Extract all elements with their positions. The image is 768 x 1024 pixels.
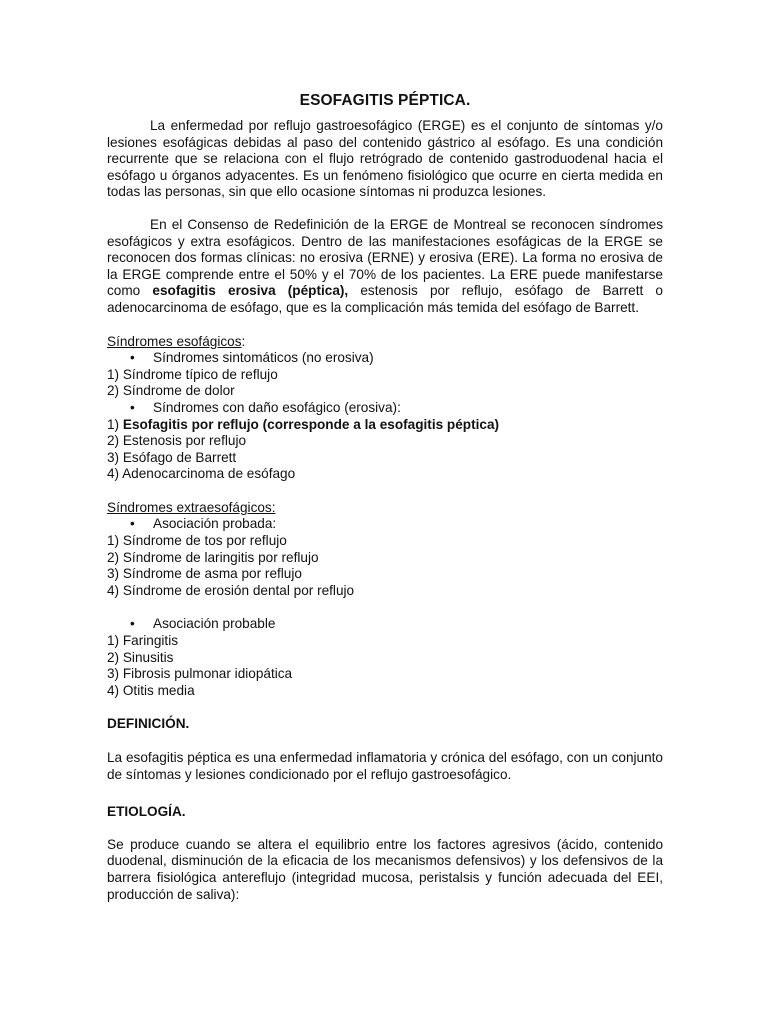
esofagicos-group1-label: • Síndromes sintomáticos (no erosiva): [130, 350, 374, 366]
list-item: 2) Síndrome de dolor: [107, 383, 235, 399]
esofagicos-section: [107, 334, 663, 483]
list-item: 4) Adenocarcinoma de esófago: [107, 466, 296, 482]
bullet-icon: •: [130, 350, 135, 366]
bullet-icon: •: [130, 516, 135, 532]
list-item: 1) Faringitis: [107, 633, 179, 649]
extraesofagicos-group1-label: • Asociación probada:: [130, 516, 277, 532]
list-item: 2) Estenosis por reflujo: [107, 433, 247, 449]
bullet-icon: •: [130, 399, 135, 415]
list-item: 3) Esófago de Barrett: [107, 449, 237, 465]
list-item: 1) Síndrome típico de reflujo: [107, 366, 278, 382]
list-item: 1) Esofagitis por reflujo (corresponde a la esofagitis péptica): [107, 416, 500, 432]
list-item: 1) Síndrome de tos por reflujo: [107, 533, 287, 549]
intro-paragraph: La enfermedad por reflujo gastroesofágico (ERGE) es el conjunto de síntomas y/o lesiones esofágicas debidas al paso del contenido gástrico al esófago. Es una condición recurrente que se relaciona con el flujo retrógrado de contenido gastroduodenal hacia el esófago u órganos adyacentes. Es un fenómeno fisiológico que ocurre en cierta medida en todas las personas, sin que ello ocasione síntomas ni produzca lesiones.: [107, 118, 663, 200]
list-item: 3) Fibrosis pulmonar idiopática: [107, 666, 293, 682]
list-item: 4) Otitis media: [107, 682, 195, 698]
extraesofagicos-heading: Síndromes extraesofágicos:: [107, 499, 276, 515]
consenso-text-bold: esofagitis erosiva (péptica),: [152, 283, 349, 299]
consenso-text-before: En el Consenso de Redefinición de la ERGE de Montreal se reconocen síndromes esofágicos y extra esofágicos. Dentro de las manifestaciones esofágicas de la ERGE se reconocen dos formas clínicas: no erosiva (ERNE) y erosiva (ERE). La forma no erosiva de la ERGE comprende entre el 50% y el 70% de los pacientes. La ERE puede manifestarse como: [107, 216, 663, 299]
etiologia-heading: ETIOLOGÍA.: [107, 804, 186, 820]
extraesofagicos-group2-label: • Asociación probable: [130, 616, 276, 632]
esofagicos-heading: Síndromes esofágicos:: [107, 333, 246, 349]
list-item: 3) Síndrome de asma por reflujo: [107, 566, 302, 582]
definicion-paragraph: La esofagitis péptica es una enfermedad inflamatoria y crónica del esófago, con un conjunto de síntomas y lesiones condicionado por el reflujo gastroesofágico.: [107, 750, 663, 782]
bullet-icon: •: [130, 616, 135, 632]
extraesofagicos-section: [107, 500, 663, 700]
esofagicos-group2-label: • Síndromes con daño esofágico (erosiva):: [130, 399, 401, 415]
consenso-text-after: estenosis por reflujo, esófago de Barrett o adenocarcinoma de esófago, que es la complicación más temida del esófago de Barrett.: [107, 283, 663, 315]
definicion-heading: DEFINICIÓN.: [107, 716, 190, 732]
page-title: ESOFAGITIS PÉPTICA.: [299, 92, 471, 109]
list-item: 2) Síndrome de laringitis por reflujo: [107, 549, 319, 565]
consenso-paragraph: [107, 217, 663, 317]
list-item: 2) Sinusitis: [107, 649, 174, 665]
etiologia-paragraph: Se produce cuando se altera el equilibrio entre los factores agresivos (ácido, contenido duodenal, disminución de la eficacia de los mecanismos defensivos) y los defensivos de la barrera fisiológica antereflujo (integridad mucosa, peristalsis y función adecuada del EEI, producción de saliva):: [107, 836, 663, 902]
list-item: 4) Síndrome de erosión dental por reflujo: [107, 582, 355, 598]
